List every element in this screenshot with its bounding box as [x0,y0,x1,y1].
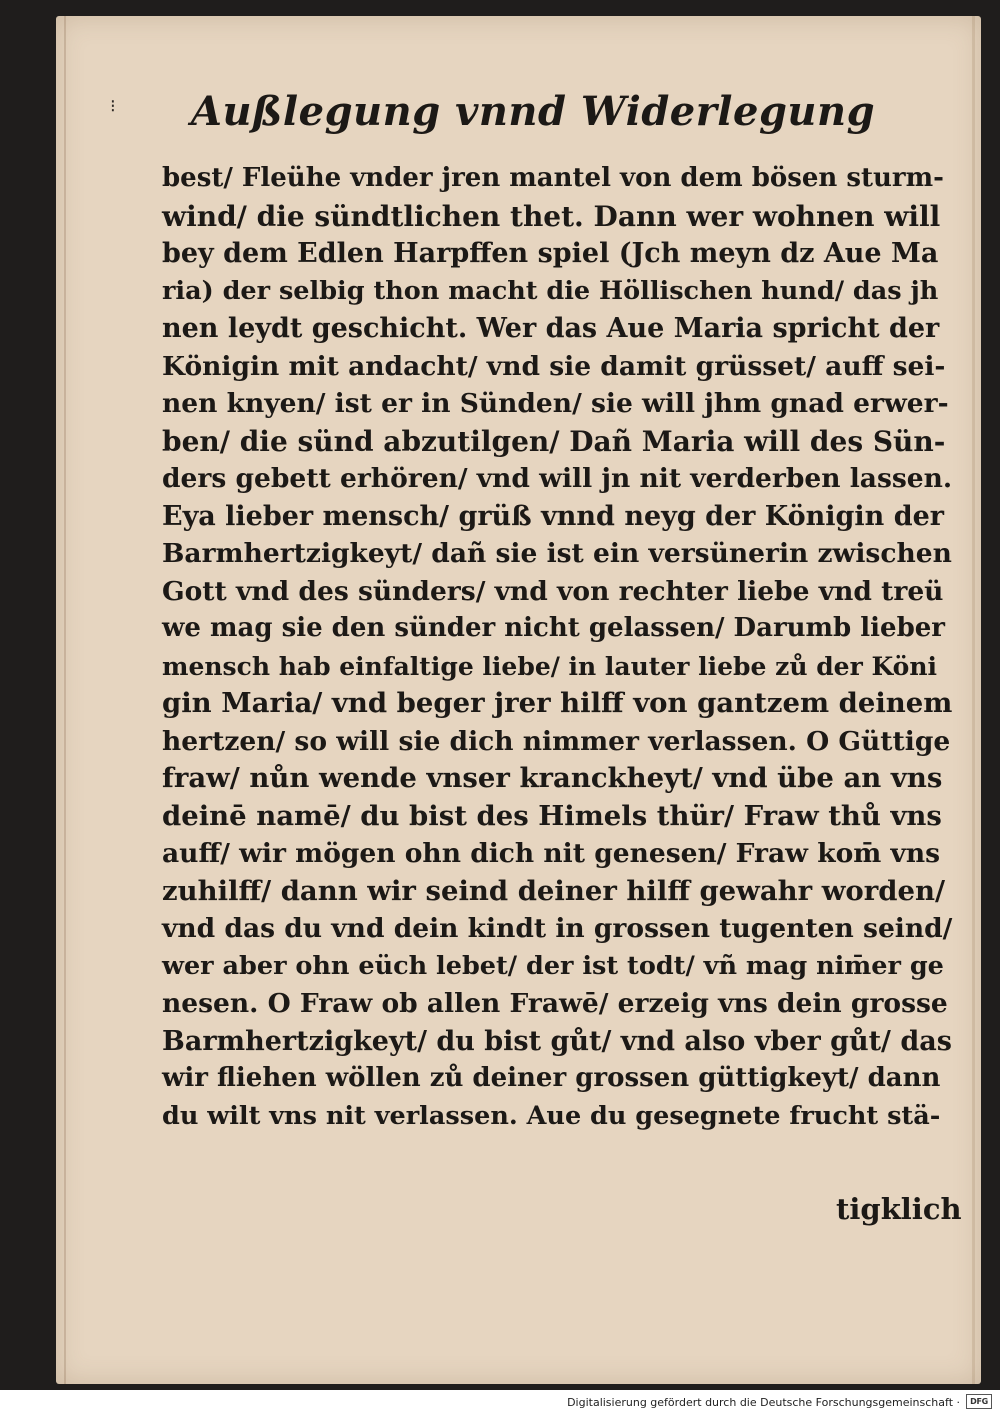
text-line: ria) der selbig thon macht die Höllischen hund/ das jh [162,275,939,306]
funding-credit: Digitalisierung gefördert durch die Deutsche Forschungsgemeinschaft · [567,1396,960,1409]
running-head: Außlegung vnnd Widerlegung [190,88,876,135]
text-line: vnd das du vnd dein kindt in grossen tugenten seind/ [162,913,953,944]
text-line: Barmhertzigkeyt/ dañ sie ist ein versünerin zwischen [162,538,952,569]
page-edge-right [972,16,975,1384]
text-line: hertzen/ so will sie dich nimmer verlassen. O Güttige [162,725,951,757]
text-line: deinē namē/ du bist des Himels thür/ Fraw thů vns [162,799,942,832]
catchword: tigklich [836,1192,962,1226]
text-line: nesen. O Fraw ob allen Frawē/ erzeig vns dein grosse [162,988,948,1019]
text-line: Eya lieber mensch/ grüß vnnd neyg der Königin der [162,500,944,532]
text-line: wir fliehen wöllen zů deiner grossen güttigkeyt/ dann [162,1063,941,1093]
text-line: Königin mit andacht/ vnd sie damit grüsset/ auff sei- [162,350,946,382]
text-line: nen knyen/ ist er in Sünden/ sie will jhm gnad erwer- [162,388,949,419]
text-line: ben/ die sünd abzutilgen/ Dañ Maria will des Sün- [162,424,946,458]
text-line: we mag sie den sünder nicht gelassen/ Darumb lieber [162,613,946,643]
text-line: nen leydt geschicht. Wer das Aue Maria spricht der [162,313,940,344]
text-line: wer aber ohn eüch lebet/ der ist todt/ vñ mag nim̄er ge [162,950,944,981]
text-line: ders gebett erhören/ vnd will jn nit verderben lassen. [162,463,953,494]
ornament-mark: ⁝ [110,96,116,117]
text-line: Gott vnd des sünders/ vnd von rechter liebe vnd treü [162,575,944,607]
dfg-logo-icon: DFG [966,1394,992,1409]
text-line: bey dem Edlen Harpffen spiel (Jch meyn dz Aue Ma [162,238,939,269]
text-line: fraw/ nůn wende vnser kranckheyt/ vnd übe an vns [162,762,943,794]
text-line: auff/ wir mögen ohn dich nit genesen/ Fraw kom̄ vns [162,838,941,869]
text-line: zuhilff/ dann wir seind deiner hilff gewahr worden/ [162,874,945,907]
text-line: Barmhertzigkeyt/ du bist gůt/ vnd also vber gůt/ das [162,1025,952,1057]
body-text [162,160,962,1135]
page-edge-left [64,16,66,1384]
text-line: wind/ die sündtlichen thet. Dann wer wohnen will [162,199,941,233]
text-line: du wilt vns nit verlassen. Aue du gesegnete frucht stä- [162,1100,941,1131]
footer-bar [0,1390,1000,1415]
text-line: best/ Fleühe vnder jren mantel von dem bösen sturm- [162,163,944,193]
text-line: gin Maria/ vnd beger jrer hilff von gantzem deinem [162,687,953,719]
text-line: mensch hab einfaltige liebe/ in lauter liebe zů der Köni [162,651,937,681]
